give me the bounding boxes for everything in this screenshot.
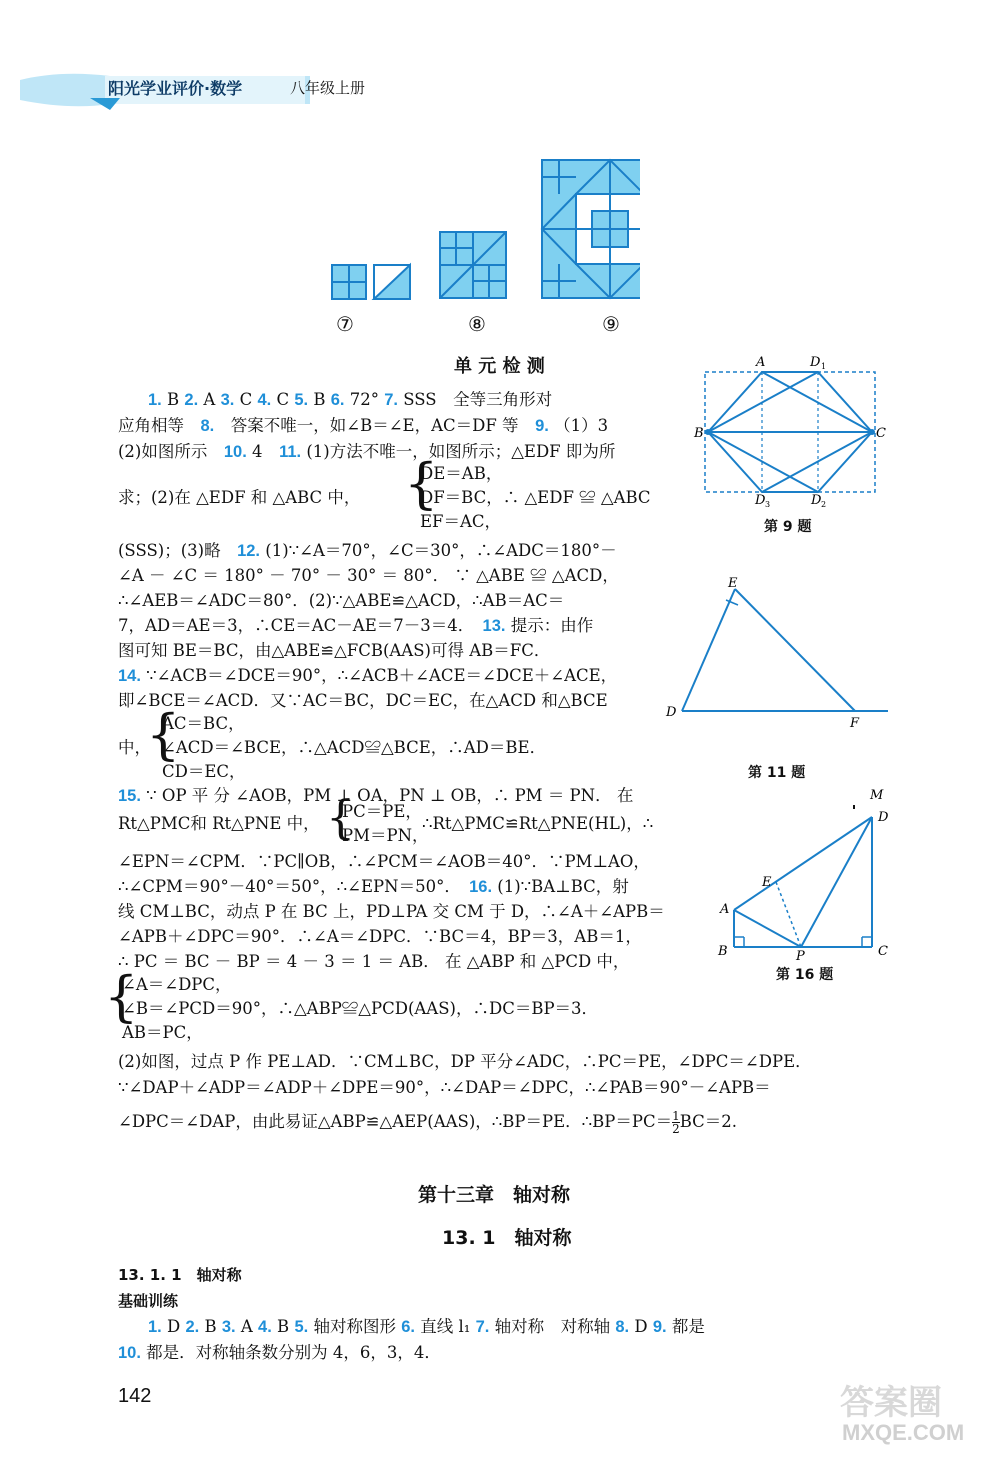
answer-text: (SSS)；(3)略 [118, 541, 238, 560]
figure-7-label: ⑦ [336, 312, 354, 336]
answer-line [118, 1077, 771, 1099]
answer-line [118, 901, 665, 923]
q16-label-p: P [796, 949, 805, 960]
q9-label-d3-sub: 3 [765, 500, 771, 509]
answer-line [118, 640, 550, 662]
question-number: 11. [279, 443, 302, 461]
answer-line [118, 540, 617, 562]
answer-text: DF＝BC，∴ △EDF ≌ △ABC [420, 488, 651, 507]
answer-text: AC＝BC， [162, 714, 245, 733]
answer-text: A [235, 1317, 259, 1336]
header-subtitle: 八年级上册 [290, 79, 366, 97]
answer-line [342, 801, 422, 823]
answer-text: ∠B＝∠PCD＝90°，∴△ABP≌△PCD(AAS)，∴DC＝BP＝3． [122, 999, 599, 1018]
question-number: 2. [184, 391, 199, 409]
training-label: 基础训练 [118, 1292, 179, 1310]
answer-text: SSS 全等三角形对 [398, 390, 553, 409]
answer-line [148, 389, 552, 411]
answer-text: 提示：由作 [505, 616, 594, 635]
exercise-answer-line [148, 1316, 705, 1338]
answer-line [422, 813, 653, 835]
question-number: 1. [148, 391, 162, 409]
answer-line [118, 851, 650, 873]
answer-text: ∵∠DAP＋∠ADP＝∠ADP＋∠DPE＝90°，∴∠DAP＝∠DPC，∴∠PAB＝90°－∠APB＝ [118, 1078, 771, 1097]
fraction-one-half [672, 1110, 680, 1135]
unit-test-title: 单 元 检 测 [454, 356, 545, 377]
fraction-denominator: 2 [672, 1122, 680, 1136]
question-number: 9. [652, 1318, 667, 1336]
page-number: 142 [118, 1385, 152, 1407]
question-number: 8. [615, 1318, 630, 1336]
figure-9-label: ⑨ [602, 312, 620, 336]
answer-text: (1)方法不唯一，如图所示；△EDF 即为所 [301, 442, 616, 461]
q16-label-a: A [720, 902, 730, 917]
answer-text: B [199, 1317, 222, 1336]
answer-text: 直线 l₁ [414, 1317, 476, 1336]
answer-text: ∴∠CPM＝90°－40°＝50°，∴∠EPN＝50°． [118, 877, 470, 896]
question-number: 9. [535, 417, 549, 435]
answer-line [118, 565, 619, 587]
answer-text: C [271, 390, 295, 409]
answer-line [122, 998, 598, 1020]
answer-text: 线 CM⊥BC，动点 P 在 BC 上，PD⊥PA 交 CM 于 D，∴∠A＋∠APB＝ [118, 902, 665, 921]
question-number: 2. [185, 1318, 200, 1336]
answer-text: 求；(2)在 △EDF 和 △ABC 中， [118, 488, 361, 507]
answer-line [118, 951, 629, 973]
answer-text: ∴∠AEB＝∠ADC＝80°．(2)∵△ABE≌△ACD，∴AB＝AC＝ [118, 591, 565, 610]
answer-text: B [308, 390, 331, 409]
answer-text: 都是．对称轴条数分别为 4，6，3，4． [140, 1343, 441, 1362]
q16-label-d: D [878, 810, 889, 825]
answer-text: 答案不唯一，如∠B＝∠E，AC＝DF 等 [214, 416, 536, 435]
q9-label-c: C [876, 426, 886, 441]
answer-text: 4 [246, 442, 280, 461]
answer-line [118, 876, 629, 898]
answer-line [118, 926, 642, 948]
answer-line [118, 615, 593, 637]
question-number: 10. [118, 1344, 141, 1362]
answer-text: CD＝EC， [162, 762, 246, 781]
answer-text: ∠A － ∠C ＝ 180° － 70° － 30° ＝ 80°． ∵ △ABE ≌ △ACD， [118, 566, 619, 585]
subsection-title: 13. 1. 1 轴对称 [118, 1266, 242, 1284]
header-title: 阳光学业评价·数学 [108, 79, 243, 98]
answer-line [118, 590, 564, 612]
answer-line-last-tail: BC＝2. [679, 1112, 738, 1131]
question-number: 16. [469, 878, 493, 896]
question-number: 10. [223, 443, 247, 461]
answer-text: (1)∵BA⊥BC，射 [492, 877, 629, 896]
question-number: 4. [258, 1318, 272, 1336]
q9-label-d1-sub: 1 [821, 362, 827, 371]
answer-line [118, 441, 615, 463]
answer-line [118, 665, 617, 687]
answer-line [162, 713, 245, 735]
brace-q16: { [104, 965, 139, 1028]
answer-line [122, 974, 232, 996]
question-number: 5. [294, 391, 309, 409]
q16-caption: 第 16 题 [776, 967, 834, 983]
answer-text: 轴对称图形 [308, 1317, 402, 1336]
q16-label-e: E [762, 875, 772, 890]
answer-line [118, 487, 360, 509]
answer-text: ∴ PC ＝ BC － BP ＝ 4 － 3 ＝ 1 ＝ AB． 在 △ABP 和 △PCD 中， [118, 952, 630, 971]
answer-line [342, 825, 429, 847]
q11-label-f: F [850, 716, 860, 731]
answer-text: B [271, 1317, 295, 1336]
answer-line [118, 1051, 812, 1073]
answer-text: ∠APB＋∠DPC＝90°．∴∠A＝∠DPC．∵BC＝4，BP＝3，AB＝1， [118, 927, 642, 946]
answer-text: （1）3 [548, 416, 609, 435]
q16-label-m: M [870, 788, 884, 803]
question-number: 4. [257, 391, 272, 409]
q9-label-d2: D [811, 493, 822, 508]
brace-q15: { [326, 790, 356, 844]
answer-text: A [198, 390, 221, 409]
answer-text: 7，AD＝AE＝3，∴CE＝AC－AE＝7－3＝4． [118, 616, 483, 635]
pattern-figures [320, 150, 640, 310]
q11-caption: 第 11 题 [748, 765, 806, 781]
question-number: 1. [148, 1318, 162, 1336]
answer-text: (1)∵∠A＝70°，∠C＝30°，∴∠ADC＝180°－ [260, 541, 617, 560]
answer-text: (2)如图所示 [118, 442, 224, 461]
chapter-title: 第十三章 轴对称 [418, 1184, 571, 1206]
question-number: 5. [294, 1318, 309, 1336]
answer-text: ∴Rt△PMC≌Rt△PNE(HL)，∴ [422, 814, 654, 833]
figure-8 [440, 232, 506, 298]
q9-label-d2-sub: 2 [821, 500, 827, 509]
answer-text: PC＝PE， [342, 802, 422, 821]
answer-line [420, 463, 502, 485]
answer-text: PM＝PN， [342, 826, 429, 845]
q9-label-d1: D [810, 355, 821, 370]
answer-text: ∠EPN＝∠CPM．∵PC∥OB，∴∠PCM＝∠AOB＝40°．∵PM⊥AO， [118, 852, 650, 871]
answer-text: ∵∠ACB＝∠DCE＝90°，∴∠ACB＋∠ACE＝∠DCE＋∠ACE， [140, 666, 618, 685]
section-title: 13. 1 轴对称 [442, 1227, 572, 1249]
q9-label-a: A [756, 355, 766, 370]
answer-text: Rt△PMC和 Rt△PNE 中， [118, 814, 320, 833]
q11-label-e: E [728, 576, 738, 591]
answer-text: 即∠BCE＝∠ACD．又∵AC＝BC，DC＝EC，在△ACD 和△BCE [118, 691, 608, 710]
q9-figure [690, 350, 890, 520]
q9-label-d3: D [755, 493, 766, 508]
answer-text: 轴对称 对称轴 [489, 1317, 616, 1336]
answer-line [162, 761, 246, 783]
answer-text: D [161, 1317, 186, 1336]
q11-label-d: D [666, 705, 677, 720]
answer-text: B [161, 390, 185, 409]
q16-label-b: B [718, 944, 728, 959]
answer-text: 72° [344, 390, 385, 409]
answer-line [122, 1022, 203, 1044]
q16-label-c: C [878, 944, 888, 959]
figure-7 [332, 265, 410, 299]
question-number: 14. [118, 667, 141, 685]
question-number: 12. [237, 542, 261, 560]
q11-figure [660, 575, 900, 735]
question-number: 6. [330, 391, 345, 409]
answer-line [420, 487, 651, 509]
answer-line [118, 737, 151, 759]
answer-line [162, 737, 546, 759]
answer-line [420, 511, 501, 533]
question-number: 7. [384, 391, 399, 409]
question-number: 3. [220, 391, 235, 409]
fraction-numerator: 1 [672, 1109, 680, 1123]
answer-text: 图可知 BE＝BC，由△ABE≌△FCB(AAS)可得 AB＝FC． [118, 641, 551, 660]
watermark-url: MXQE.COM [842, 1420, 965, 1445]
answer-text: 应角相等 [118, 416, 201, 435]
answer-text: AB＝PC， [122, 1023, 203, 1042]
answer-text: C [234, 390, 258, 409]
q16-figure [714, 785, 900, 960]
question-number: 13. [482, 617, 506, 635]
answer-line [118, 415, 608, 437]
answer-text: EF＝AC， [420, 512, 502, 531]
answer-text: ∠ACD＝∠BCE，∴△ACD≌△BCE，∴AD＝BE． [162, 738, 547, 757]
brace-q11: { [404, 452, 439, 515]
answer-text: (2)如图，过点 P 作 PE⊥AD．∵CM⊥BC，DP 平分∠ADC，∴PC＝PE，∠DPC＝∠DPE． [118, 1052, 812, 1071]
watermark-logo: 答案圈 [840, 1383, 942, 1423]
answer-text: DE＝AB， [420, 464, 503, 483]
answer-text: ∵ OP 平 分 ∠AOB，PM ⊥ OA，PN ⊥ OB，∴ PM ＝ PN． 在 [140, 786, 634, 805]
answer-text: ∠DPC＝∠DAP，由此易证△ABP≌△AEP(AAS)，∴BP＝PE．∴BP＝PC＝ [118, 1112, 673, 1131]
answer-line [118, 690, 608, 712]
question-number: 15. [118, 787, 141, 805]
answer-text: D [629, 1317, 653, 1336]
q9-label-b: B [694, 426, 704, 441]
brace-q14: { [146, 703, 181, 766]
answer-text: ∠A＝∠DPC， [122, 975, 232, 994]
question-number: 8. [200, 417, 215, 435]
q9-caption: 第 9 题 [764, 519, 812, 535]
question-number: 3. [221, 1318, 236, 1336]
exercise-answer-line [118, 1342, 441, 1364]
question-number: 6. [401, 1318, 415, 1336]
question-number: 7. [475, 1318, 490, 1336]
figure-9 [542, 160, 640, 298]
answer-text: 都是 [666, 1317, 705, 1336]
answer-text: 中， [118, 738, 151, 757]
figure-8-label: ⑧ [468, 312, 486, 336]
answer-line [118, 813, 320, 835]
answer-line-last-text [118, 1112, 672, 1131]
answer-line-last [118, 1110, 737, 1135]
